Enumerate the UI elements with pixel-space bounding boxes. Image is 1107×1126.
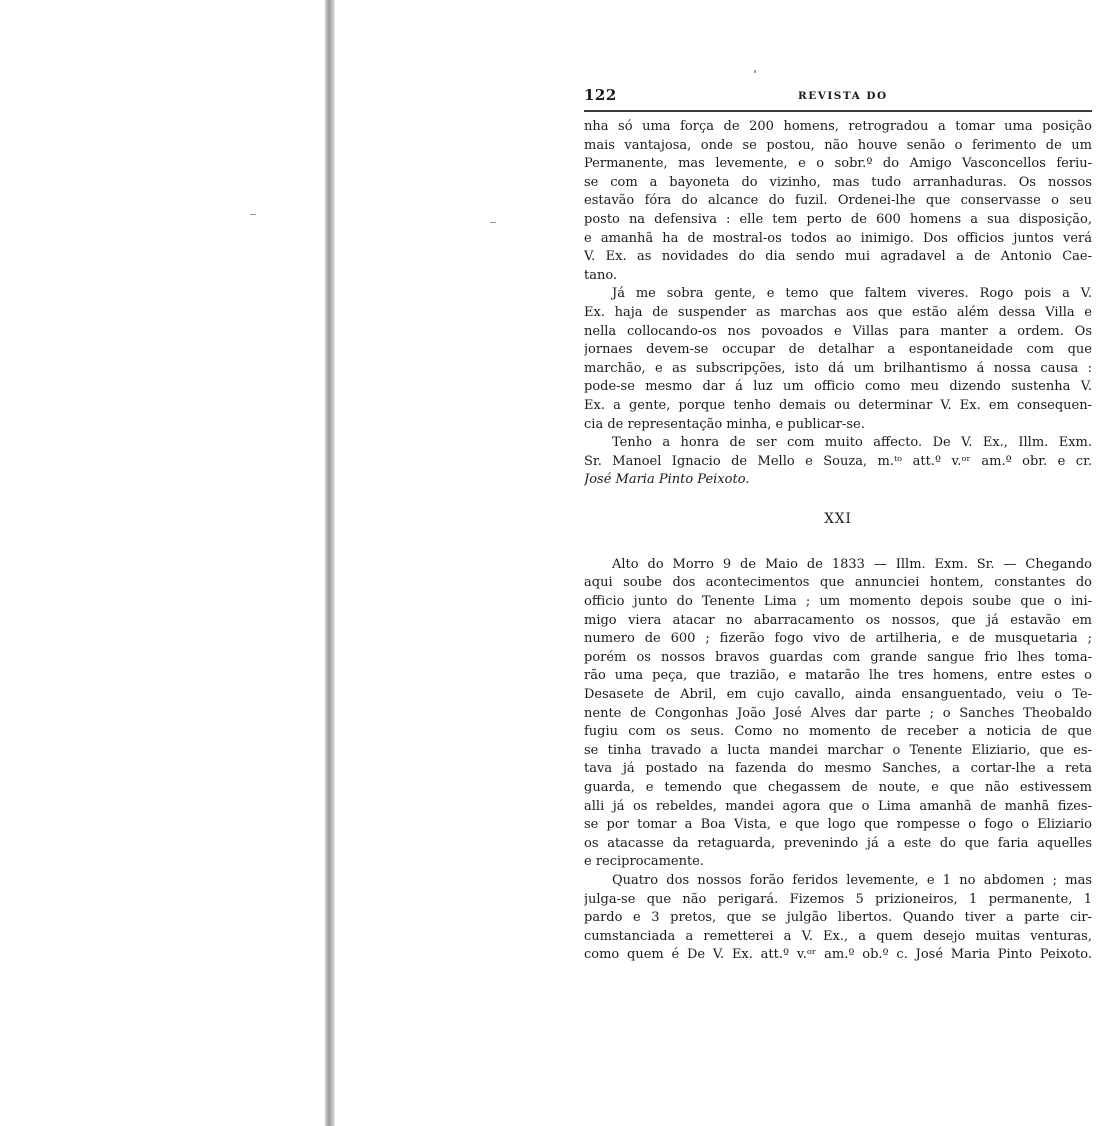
text-line: cia de representação minha, e publicar-se. xyxy=(584,416,865,432)
scan-speck xyxy=(250,214,256,215)
text-line: V. Ex. as novidades do dia sendo mui agradavel a de Antonio Cae- xyxy=(584,249,1092,265)
section-heading: XXI xyxy=(824,510,852,527)
paragraph xyxy=(584,434,1092,490)
text-line: aqui soube dos acontecimentos que annunciei hontem, constantes do xyxy=(584,575,1092,591)
text-line: como quem é De V. Ex. att.º v.ᵒʳ am.º ob.º c. José Maria Pinto Peixoto. xyxy=(584,947,1092,963)
text-line: jornaes devem-se occupar de detalhar a espontaneidade com que xyxy=(584,342,1092,358)
text-line: os atacasse da retaguarda, prevenindo já a este do que faria aquelles xyxy=(584,835,1092,851)
text-line: guarda, e temendo que chegassem de noute, e que não estivessem xyxy=(584,780,1092,795)
running-title: REVISTA DO xyxy=(798,90,888,102)
text-line: Quatro dos nossos forão feridos levemente, e 1 no abdomen ; mas xyxy=(612,872,1092,888)
text-line: mais vantajosa, onde se postou, não houve senão o ferimento de um xyxy=(584,137,1092,153)
running-head xyxy=(584,84,1092,112)
text-line: julga-se que não perigará. Fizemos 5 prizioneiros, 1 permanente, 1 xyxy=(584,891,1092,907)
text-line: tano. xyxy=(584,267,618,283)
text-line: marchão, e as subscripções, isto dá um brilhantismo á nossa causa : xyxy=(584,360,1092,376)
text-line: se com a bayoneta do vizinho, mas tudo arranhaduras. Os nossos xyxy=(584,174,1092,190)
text-line: Sr. Manoel Ignacio de Mello e Souza, m.ᵗᵒ att.º v.ᵒʳ am.º obr. e cr. xyxy=(584,453,1092,469)
text-line: porém os nossos bravos guardas com grande sangue frio lhes toma- xyxy=(584,649,1092,665)
text-line: officio junto do Tenente Lima ; um momento depois soube que o ini- xyxy=(584,594,1092,610)
text-line: Ex. a gente, porque tenho demais ou determinar V. Ex. em consequen- xyxy=(584,397,1092,413)
paragraph xyxy=(584,556,1092,872)
text-line: e reciprocamente. xyxy=(584,854,705,870)
text-line: estavão fóra do alcance do fuzil. Ordenei-lhe que conservasse o seu xyxy=(584,193,1092,209)
book-page xyxy=(584,84,1092,965)
text-line: Alto do Morro 9 de Maio de 1833 — Illm. Exm. Sr. — Chegando xyxy=(612,556,1092,572)
text-line: nente de Congonhas João José Alves dar parte ; o Sanches Theobaldo xyxy=(584,705,1092,721)
text-line: nella collocando-os nos povoados e Villas para manter a ordem. Os xyxy=(584,323,1092,339)
text-line: alli já os rebeldes, mandei agora que o Lima amanhã de manhã fizes- xyxy=(584,798,1092,814)
text-line: pode-se mesmo dar á luz um officio como meu dizendo sustenha V. xyxy=(584,379,1092,395)
paragraph xyxy=(584,872,1092,965)
body-text xyxy=(584,118,1092,965)
paragraph xyxy=(584,285,1092,434)
text-line: pardo e 3 pretos, que se julgão libertos. Quando tiver a parte cir- xyxy=(584,910,1092,926)
scan-speck xyxy=(490,222,496,223)
text-line: nha só uma força de 200 homens, retrogradou a tomar uma posição xyxy=(584,119,1092,134)
page-number: 122 xyxy=(584,86,617,104)
text-line: Tenho a honra de ser com muito affecto. De V. Ex., Illm. Exm. xyxy=(612,435,1092,451)
text-line: se tinha travado a lucta mandei marchar o Tenente Eliziario, que es- xyxy=(584,742,1092,758)
text-line: tava já postado na fazenda do mesmo Sanches, a cortar-lhe a reta xyxy=(584,761,1092,777)
text-line: Ex. haja de suspender as marchas aos que estão além dessa Villa e xyxy=(584,304,1092,320)
scan-speck xyxy=(754,70,756,73)
text-line: Permanente, mas levemente, e o sobr.º do Amigo Vasconcellos feriu- xyxy=(584,156,1092,172)
text-line: migo viera atacar no abarracamento os nossos, que já estavão em xyxy=(584,612,1092,628)
text-line: Desasete de Abril, em cujo cavallo, ainda ensanguentado, veiu o Te- xyxy=(584,687,1092,703)
text-line: cumstanciada a remetterei a V. Ex., a quem desejo muitas venturas, xyxy=(584,928,1092,944)
text-line: rão uma peça, que trazião, e matarão lhe tres homens, entre estes o xyxy=(584,668,1092,684)
text-line: Já me sobra gente, e temo que faltem viveres. Rogo pois a V. xyxy=(612,286,1092,302)
text-line: fugiu com os seus. Como no momento de receber a noticia de que xyxy=(584,724,1092,740)
signature: José Maria Pinto Peixoto. xyxy=(584,472,750,488)
text-line: posto na defensiva : elle tem perto de 600 homens a sua disposição, xyxy=(584,211,1092,227)
paragraph xyxy=(584,118,1092,285)
page-gutter xyxy=(325,0,335,1126)
text-line: se por tomar a Boa Vista, e que logo que rompesse o fogo o Eliziario xyxy=(584,817,1092,833)
text-line: numero de 600 ; fizerão fogo vivo de artilheria, e de musquetaria ; xyxy=(584,631,1092,647)
text-line: e amanhã ha de mostral-os todos ao inimigo. Dos officios juntos verá xyxy=(584,230,1092,246)
